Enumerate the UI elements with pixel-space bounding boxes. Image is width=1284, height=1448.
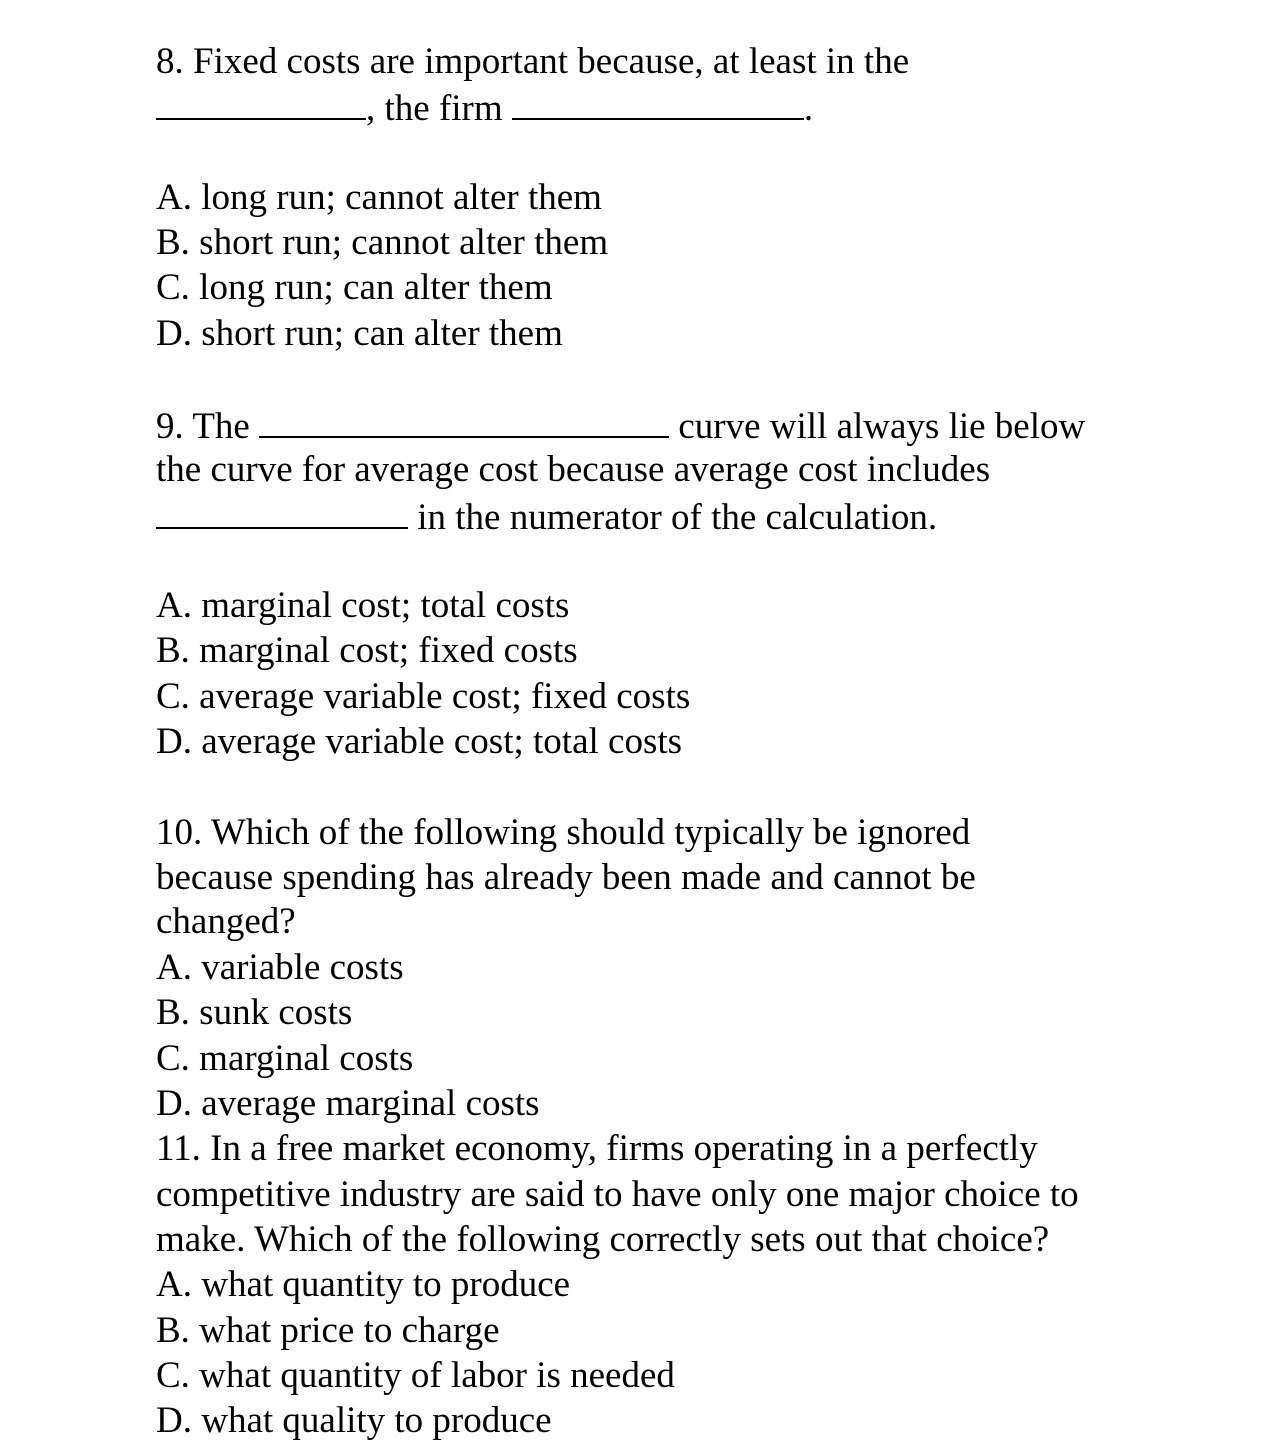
question-10-option-d: D. average marginal costs — [156, 1083, 540, 1124]
question-10-option-a: A. variable costs — [156, 947, 404, 988]
question-11-stem-line-3: make. Which of the following correctly sets out that choice? — [156, 1219, 1050, 1260]
question-9-option-c: C. average variable cost; fixed costs — [156, 676, 691, 717]
answer-blank — [156, 493, 408, 529]
question-9-stem-line-3: in the numerator of the calculation. — [156, 493, 937, 539]
question-8-stem-line-2: , the firm . — [156, 84, 813, 130]
question-11-option-c: C. what quantity of labor is needed — [156, 1355, 675, 1396]
answer-blank — [512, 84, 804, 120]
question-9-stem-line-2: the curve for average cost because average cost includes — [156, 449, 991, 490]
question-11-option-b: B. what price to charge — [156, 1310, 500, 1351]
question-9-stem-line-1: 9. The curve will always lie below — [156, 402, 1085, 448]
question-11-stem-line-2: competitive industry are said to have only one major choice to — [156, 1174, 1079, 1215]
question-10-option-b: B. sunk costs — [156, 992, 353, 1033]
question-8-stem-line-1: 8. Fixed costs are important because, at least in the — [156, 41, 910, 82]
question-10-stem-line-1: 10. Which of the following should typically be ignored — [156, 812, 971, 853]
answer-blank — [259, 402, 669, 438]
answer-blank — [156, 84, 366, 120]
question-9-option-a: A. marginal cost; total costs — [156, 585, 570, 626]
question-11-stem-line-1: 11. In a free market economy, firms operating in a perfectly — [156, 1128, 1038, 1169]
question-9-option-b: B. marginal cost; fixed costs — [156, 630, 578, 671]
question-11-option-a: A. what quantity to produce — [156, 1264, 571, 1305]
question-8-option-a: A. long run; cannot alter them — [156, 177, 602, 218]
question-8-option-b: B. short run; cannot alter them — [156, 222, 609, 263]
question-11-option-d: D. what quality to produce — [156, 1400, 552, 1441]
question-10-stem-line-3: changed? — [156, 901, 296, 942]
question-8-option-c: C. long run; can alter them — [156, 267, 553, 308]
question-10-stem-line-2: because spending has already been made and cannot be — [156, 857, 976, 898]
question-9-option-d: D. average variable cost; total costs — [156, 721, 683, 762]
question-8-option-d: D. short run; can alter them — [156, 313, 563, 354]
question-10-option-c: C. marginal costs — [156, 1038, 414, 1079]
